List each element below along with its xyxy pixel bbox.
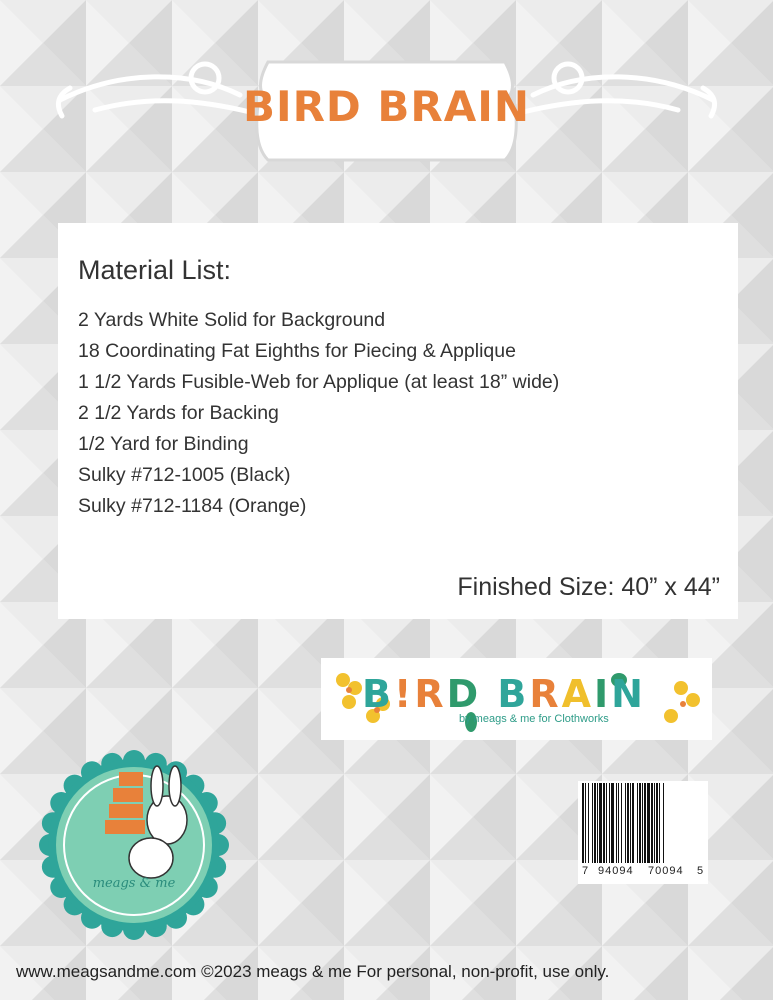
barcode-bar xyxy=(656,783,658,863)
barcode-bar xyxy=(588,783,589,863)
meags-and-me-badge xyxy=(39,750,229,940)
barcode-bars xyxy=(578,783,708,865)
barcode-bar xyxy=(663,783,664,863)
brand-letter xyxy=(481,672,497,716)
brand-letter: ! xyxy=(393,672,415,716)
barcode-digit-group: 5 xyxy=(697,865,704,877)
barcode-bar xyxy=(618,783,619,863)
brand-logo xyxy=(321,658,712,740)
barcode-bar xyxy=(603,783,605,863)
barcode-bar xyxy=(630,783,631,863)
list-item: 2 1/2 Yards for Backing xyxy=(78,402,279,424)
badge-label: meags & me xyxy=(92,876,176,891)
barcode-bar xyxy=(582,783,584,863)
list-item: Sulky #712-1005 (Black) xyxy=(78,464,291,486)
brand-letter: R xyxy=(529,672,562,716)
brand-letter: R xyxy=(414,672,447,716)
barcode-bar xyxy=(592,783,593,863)
barcode-bar xyxy=(627,783,629,863)
barcode-bar xyxy=(625,783,626,863)
barcode-bar xyxy=(594,783,596,863)
barcode-bar xyxy=(609,783,610,863)
barcode-bar xyxy=(599,783,602,863)
brand-letter: D xyxy=(446,672,482,716)
brand-letter: N xyxy=(611,672,646,716)
barcode-bar xyxy=(647,783,650,863)
barcode-bar xyxy=(597,783,598,863)
barcode-bar xyxy=(644,783,646,863)
footer-copyright: www.meagsandme.com ©2023 meags & me For personal, non-profit, use only. xyxy=(16,962,610,981)
barcode-bar xyxy=(585,783,586,863)
barcode-bar xyxy=(637,783,638,863)
title-banner xyxy=(0,40,773,170)
barcode-bar xyxy=(632,783,634,863)
barcode-bar xyxy=(654,783,655,863)
material-list-title: Material List: xyxy=(78,255,232,285)
list-item: 18 Coordinating Fat Eighths for Piecing & Applique xyxy=(78,340,516,362)
barcode-bar xyxy=(639,783,641,863)
barcode xyxy=(578,781,708,884)
barcode-bar xyxy=(606,783,607,863)
barcode-bar xyxy=(611,783,614,863)
brand-letter: I xyxy=(594,672,612,716)
brand-letter: B xyxy=(362,672,394,716)
barcode-bar xyxy=(616,783,617,863)
finished-size: Finished Size: 40” x 44” xyxy=(457,573,720,601)
brand-letter: A xyxy=(561,672,595,716)
list-item: 1 1/2 Yards Fusible-Web for Applique (at least 18” wide) xyxy=(78,371,560,393)
barcode-bar xyxy=(621,783,622,863)
material-list xyxy=(78,305,559,522)
page-title: BIRD BRAIN xyxy=(242,82,531,131)
barcode-digit-group: 70094 xyxy=(648,865,684,877)
barcode-bar xyxy=(642,783,643,863)
barcode-bar xyxy=(659,783,660,863)
brand-letter: B xyxy=(497,672,530,716)
barcode-digit-group: 7 xyxy=(582,865,589,877)
brand-subtitle: by meags & me for Clothworks xyxy=(459,713,609,725)
list-item: 1/2 Yard for Binding xyxy=(78,433,249,455)
barcode-bar xyxy=(651,783,653,863)
material-list-panel xyxy=(58,223,738,619)
list-item: Sulky #712-1184 (Orange) xyxy=(78,495,307,517)
list-item: 2 Yards White Solid for Background xyxy=(78,309,386,331)
barcode-digit-group: 94094 xyxy=(598,865,634,877)
badge-seal xyxy=(39,750,229,940)
brand-title xyxy=(362,672,646,716)
